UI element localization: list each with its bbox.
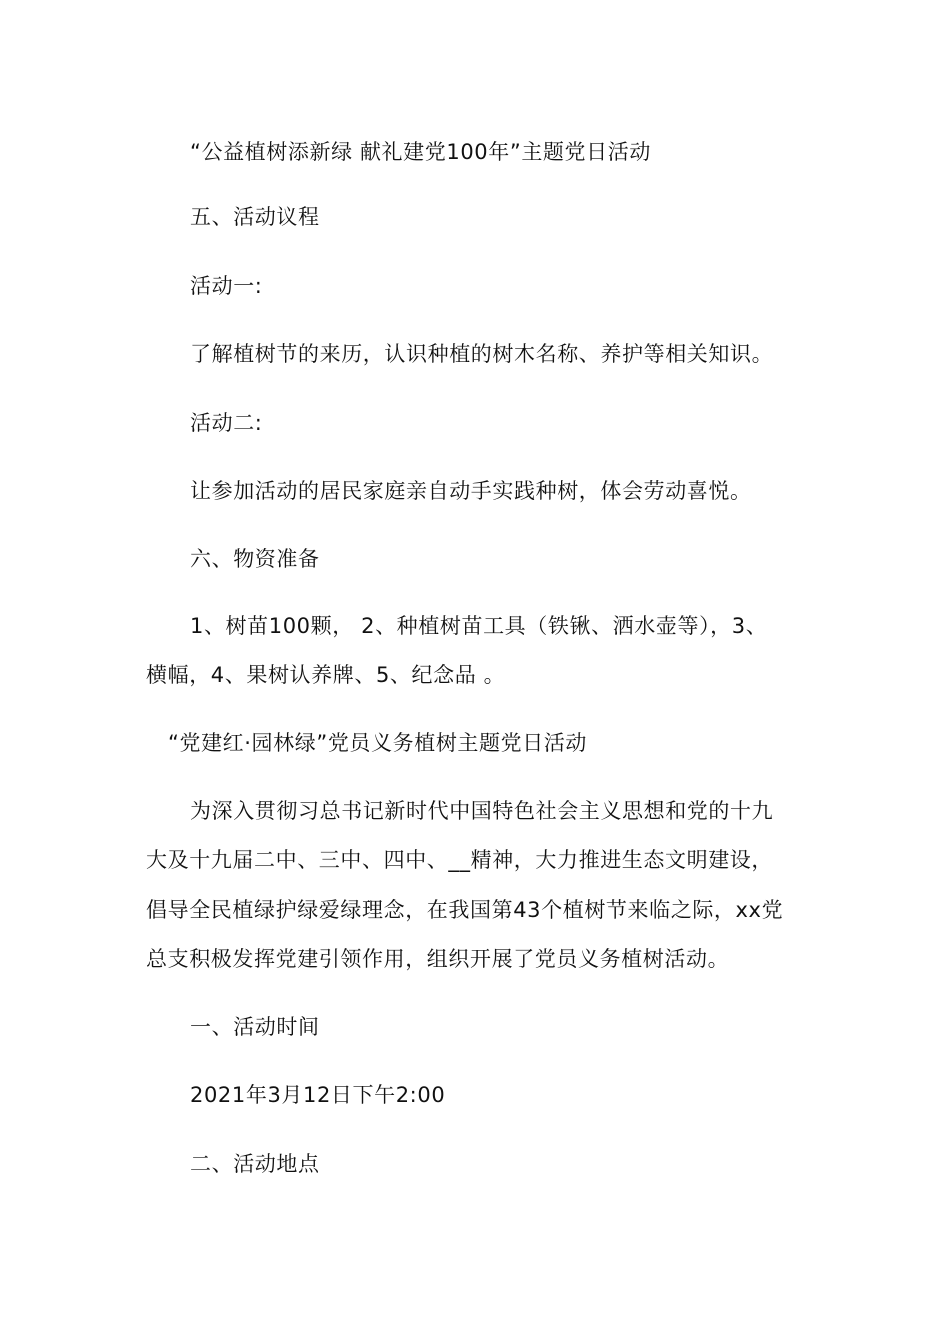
materials-line-2: 横幅，4、果树认养牌、5、纪念品 。 <box>146 663 506 687</box>
activity-1-label: 活动一: <box>190 274 263 298</box>
intro-line-2: 大及十九届二中、三中、四中、__精神，大力推进生态文明建设， <box>146 848 773 872</box>
section-title-2: “党建红·园林绿”党员义务植树主题党日活动 <box>168 731 588 755</box>
heading-agenda: 五、活动议程 <box>190 205 320 229</box>
intro-line-1: 为深入贯彻习总书记新时代中国特色社会主义思想和党的十九 <box>190 799 774 823</box>
time-text: 2021年3月12日下午2:00 <box>190 1083 446 1107</box>
section-title: “公益植树添新绿 献礼建党100年”主题党日活动 <box>190 140 651 164</box>
intro-line-4: 总支积极发挥党建引领作用，组织开展了党员义务植树活动。 <box>146 947 730 971</box>
heading-location: 二、活动地点 <box>190 1152 320 1176</box>
heading-materials: 六、物资准备 <box>190 547 320 571</box>
heading-time: 一、活动时间 <box>190 1015 320 1039</box>
materials-line-1: 1、树苗100颗， 2、种植树苗工具（铁锹、洒水壶等），3、 <box>190 614 768 638</box>
activity-2-text: 让参加活动的居民家庭亲自动手实践种树，体会劳动喜悦。 <box>190 479 752 503</box>
intro-line-3: 倡导全民植绿护绿爱绿理念，在我国第43个植树节来临之际，xx党 <box>146 898 784 922</box>
activity-2-label: 活动二: <box>190 411 263 435</box>
activity-1-text: 了解植树节的来历，认识种植的树木名称、养护等相关知识。 <box>190 342 774 366</box>
